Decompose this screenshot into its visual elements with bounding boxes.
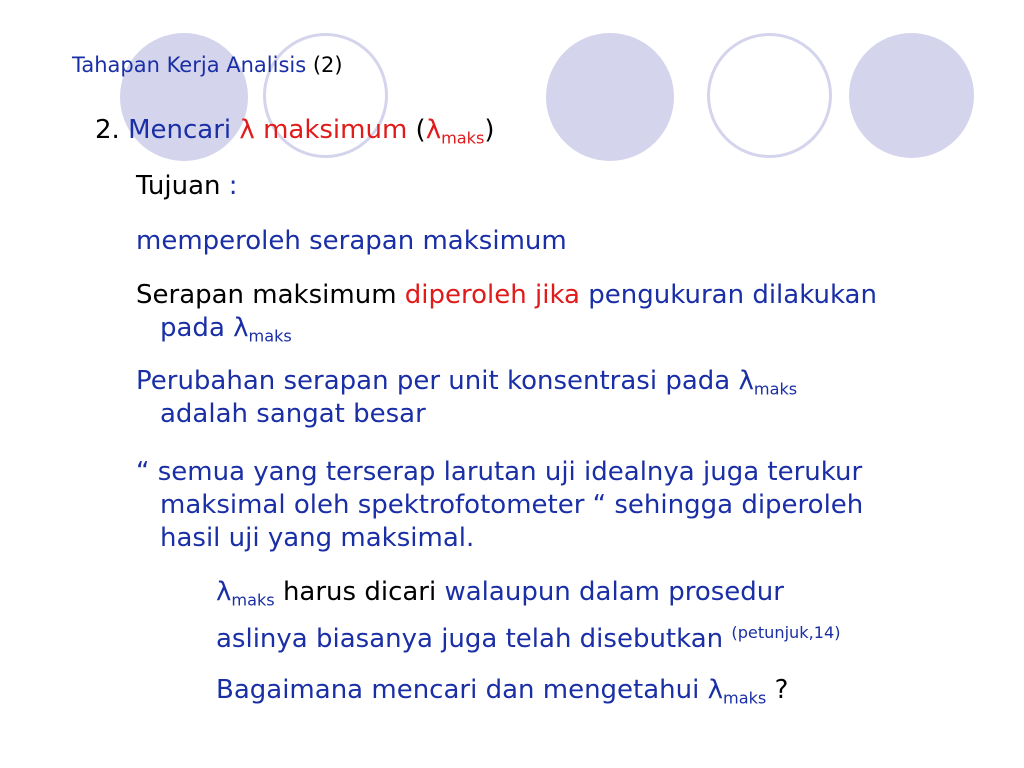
- point-serapan-action: pengukuran dilakukan: [588, 280, 877, 310]
- decor-circle-filled-3: [849, 33, 974, 158]
- question-text: Bagaimana mencari dan mengetahui: [216, 675, 700, 705]
- point-perubahan-line2: adalah sangat besar: [160, 399, 426, 429]
- tujuan-text: Tujuan: [136, 171, 221, 201]
- title-number: (2): [312, 53, 343, 77]
- lambda-symbol: λ: [216, 577, 232, 607]
- subpoint-harus-line1: [216, 576, 784, 617]
- question-mark: ?: [774, 675, 789, 705]
- point-serapan-line1: [136, 279, 877, 312]
- lambda-subscript: maks: [441, 128, 485, 148]
- step-heading: [95, 112, 495, 157]
- quote-line2: maksimal oleh spektrofotometer “ sehingga diperoleh: [160, 490, 864, 520]
- lambda-symbol: λ: [425, 115, 442, 145]
- close-paren: ): [484, 115, 495, 145]
- point-perubahan-text: Perubahan serapan per unit konsentrasi pada: [136, 366, 731, 396]
- point-serapan-subject: Serapan maksimum: [136, 280, 397, 310]
- lambda-subscript: maks: [753, 379, 798, 399]
- purpose-text: memperoleh serapan maksimum: [136, 226, 567, 256]
- lambda-symbol: λ: [738, 366, 754, 396]
- tujuan-label: [136, 168, 238, 204]
- subpoint-aslinya-text: aslinya biasanya juga telah disebutkan: [216, 623, 724, 654]
- quote-line3: hasil uji yang maksimal.: [160, 523, 475, 553]
- point-serapan-pada: pada: [160, 313, 225, 343]
- lambda-subscript: maks: [723, 688, 767, 708]
- subpoint-harus-line2: [216, 615, 840, 657]
- open-paren: (: [415, 115, 426, 145]
- decor-circle-filled-2: [546, 33, 674, 161]
- quote-line1: “ semua yang terserap larutan uji idealnya juga terukur: [136, 457, 863, 487]
- lambda-symbol: λ: [707, 675, 724, 705]
- lambda-symbol: λ: [233, 313, 249, 343]
- point-serapan-condition: diperoleh jika: [404, 280, 580, 310]
- point-serapan-line2: [160, 312, 292, 353]
- step-target: maksimum: [263, 115, 408, 145]
- slide-title: [72, 50, 343, 80]
- tujuan-colon: :: [228, 171, 238, 201]
- subpoint-harus-text: harus dicari: [282, 577, 437, 607]
- reference-superscript: (petunjuk,14): [731, 623, 841, 642]
- title-text: Tahapan Kerja Analisis: [72, 53, 313, 77]
- lambda-subscript: maks: [248, 326, 292, 346]
- subpoint-walaupun-text: walaupun dalam prosedur: [444, 577, 784, 607]
- lambda-symbol: λ: [239, 115, 255, 145]
- question-line: [216, 672, 788, 717]
- decor-circle-ring-2: [707, 33, 832, 158]
- step-number: 2.: [95, 115, 120, 145]
- step-verb: Mencari: [128, 115, 232, 145]
- lambda-subscript: maks: [231, 590, 275, 610]
